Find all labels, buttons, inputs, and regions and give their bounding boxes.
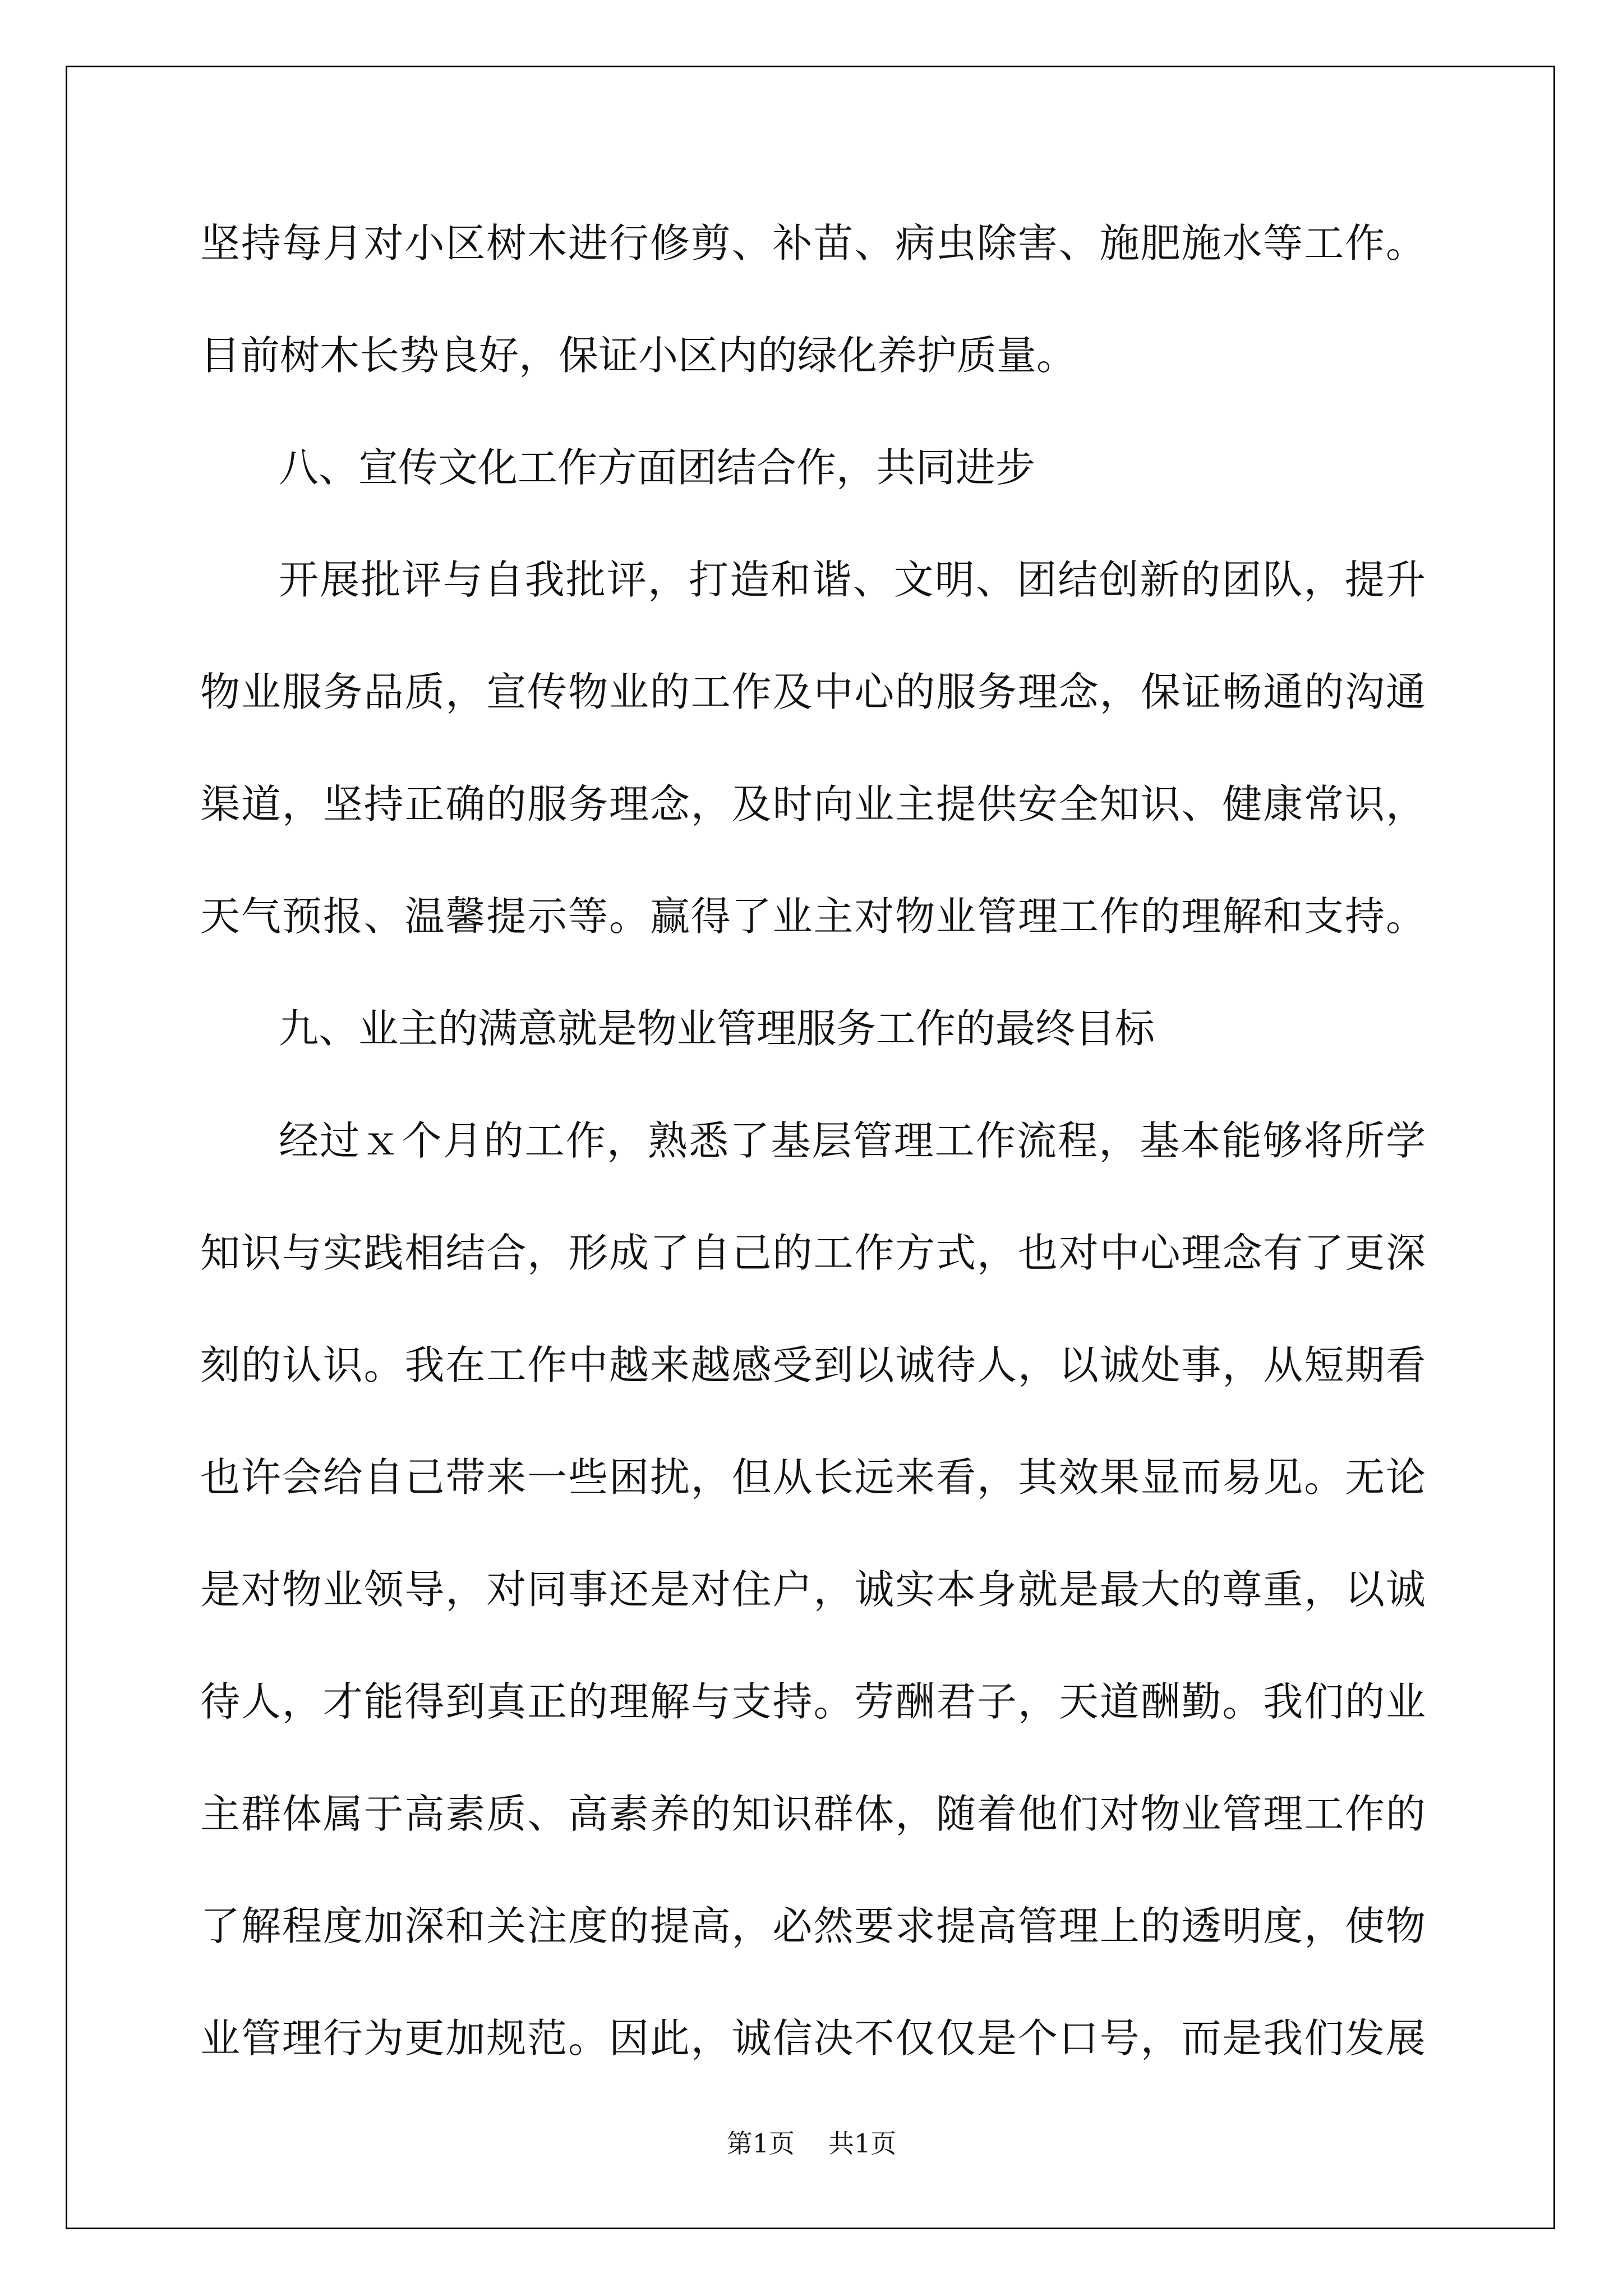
section-heading-eight: 八、宣传文化工作方面团结合作，共同进步 xyxy=(279,444,1036,491)
body-text-line: 了解程度加深和关注度的提高，必然要求提高管理上的透明度，使物 xyxy=(200,1903,1426,1949)
section-heading-nine: 九、业主的满意就是物业管理服务工作的最终目标 xyxy=(279,1005,1155,1052)
body-text-line: 刻的认识。我在工作中越来越感受到以诚待人，以诚处事，从短期看 xyxy=(200,1342,1426,1388)
body-text-line: 也许会给自己带来一些困扰，但从长远来看，其效果显而易见。无论 xyxy=(200,1454,1426,1501)
paragraph-first-line: 经过ｘ个月的工作，熟悉了基层管理工作流程，基本能够将所学 xyxy=(279,1117,1426,1164)
body-text-line: 物业服务品质，宣传物业的工作及中心的服务理念，保证畅通的沟通 xyxy=(200,669,1426,715)
page-number: 第1页 xyxy=(726,2128,795,2159)
body-text-line: 目前树木长势良好，保证小区内的绿化养护质量。 xyxy=(200,332,1077,379)
body-text-line: 坚持每月对小区树木进行修剪、补苗、病虫除害、施肥施水等工作。 xyxy=(200,220,1426,266)
body-text-line: 主群体属于高素质、高素养的知识群体，随着他们对物业管理工作的 xyxy=(200,1791,1426,1837)
body-text-line: 渠道，坚持正确的服务理念，及时向业主提供安全知识、健康常识， xyxy=(200,781,1426,827)
body-text-line: 知识与实践相结合，形成了自己的工作方式，也对中心理念有了更深 xyxy=(200,1230,1426,1276)
paragraph-first-line: 开展批评与自我批评，打造和谐、文明、团结创新的团队，提升 xyxy=(279,556,1426,603)
total-pages: 共1页 xyxy=(828,2128,897,2159)
body-text-line: 天气预报、温馨提示等。赢得了业主对物业管理工作的理解和支持。 xyxy=(200,893,1426,940)
body-text-line: 业管理行为更加规范。因此，诚信决不仅仅是个口号，而是我们发展 xyxy=(200,2015,1426,2062)
body-text-line: 是对物业领导，对同事还是对住户，诚实本身就是最大的尊重，以诚 xyxy=(200,1566,1426,1613)
body-text-line: 待人，才能得到真正的理解与支持。劳酬君子，天道酬勤。我们的业 xyxy=(200,1678,1426,1725)
page-footer xyxy=(0,2127,1623,2160)
